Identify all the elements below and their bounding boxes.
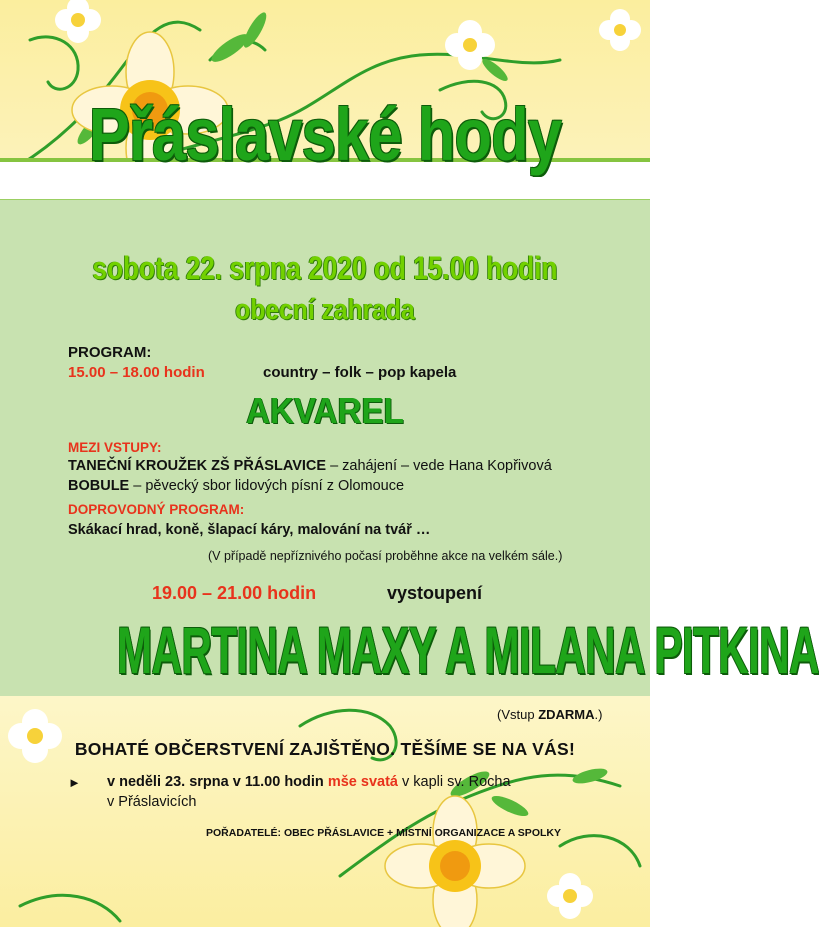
- interlude-item-2-details: – pěvecký sbor lidových písní z Olomouce: [129, 478, 405, 494]
- interludes-heading: MEZI VSTUPY:: [68, 440, 162, 455]
- evening-time: 19.00 – 21.00 hodin: [152, 583, 317, 603]
- program-heading: PROGRAM:: [68, 344, 152, 361]
- bottom-floral-decoration-icon: [0, 696, 650, 927]
- side-program-text: Skákací hrad, koně, šlapací káry, malování na tvář …: [68, 522, 431, 538]
- program-time: 15.00 – 18.00 hodin: [68, 364, 205, 381]
- evening-label: vystoupení: [387, 583, 483, 603]
- headliner-performers: MARTINA MAXY A MILANA PITKINA: [117, 613, 819, 687]
- admission-free: ZDARMA: [538, 707, 595, 722]
- event-title: Přáslavské hody: [88, 93, 562, 176]
- side-program-heading: DOPROVODNÝ PROGRAM:: [68, 502, 245, 517]
- event-date: sobota 22. srpna 2020 od 15.00 hodin: [92, 250, 558, 286]
- admission-prefix: (Vstup: [497, 707, 539, 722]
- refreshments-line: BOHATÉ OBČERSTVENÍ ZAJIŠTĚNO. TĚŠÍME SE NA VÁS!: [74, 739, 576, 759]
- sunday-bullet-icon: ►: [68, 775, 81, 790]
- sunday-line-1: [107, 774, 511, 790]
- interlude-item-2-name: BOBULE: [68, 478, 130, 494]
- sunday-time: v neděli 23. srpna v 11.00 hodin: [107, 774, 324, 790]
- organizers: POŘADATELÉ: OBEC PŘÁSLAVICE + MÍSTNÍ ORGANIZACE A SPOLKY: [206, 827, 561, 839]
- admission-suffix: .): [594, 707, 603, 722]
- interlude-item-2: [68, 478, 404, 494]
- sunday-place-1: v kapli sv. Rocha: [397, 774, 511, 790]
- interlude-item-1-details: – zahájení – vede Hana Kopřivová: [326, 458, 552, 474]
- band-name: AKVAREL: [246, 390, 404, 431]
- interlude-item-1-name: TANEČNÍ KROUŽEK ZŠ PŘÁSLAVICE: [68, 458, 327, 474]
- weather-note: (V případě nepříznivého počasí proběhne akce na velkém sále.): [208, 549, 563, 563]
- sunday-place-2: v Přáslavicích: [107, 794, 197, 810]
- sunday-mass: mše svatá: [327, 774, 398, 790]
- admission-note: [497, 707, 602, 722]
- event-venue: obecní zahrada: [235, 294, 415, 326]
- interlude-item-1: [68, 458, 552, 474]
- program-genre: country – folk – pop kapela: [263, 364, 457, 381]
